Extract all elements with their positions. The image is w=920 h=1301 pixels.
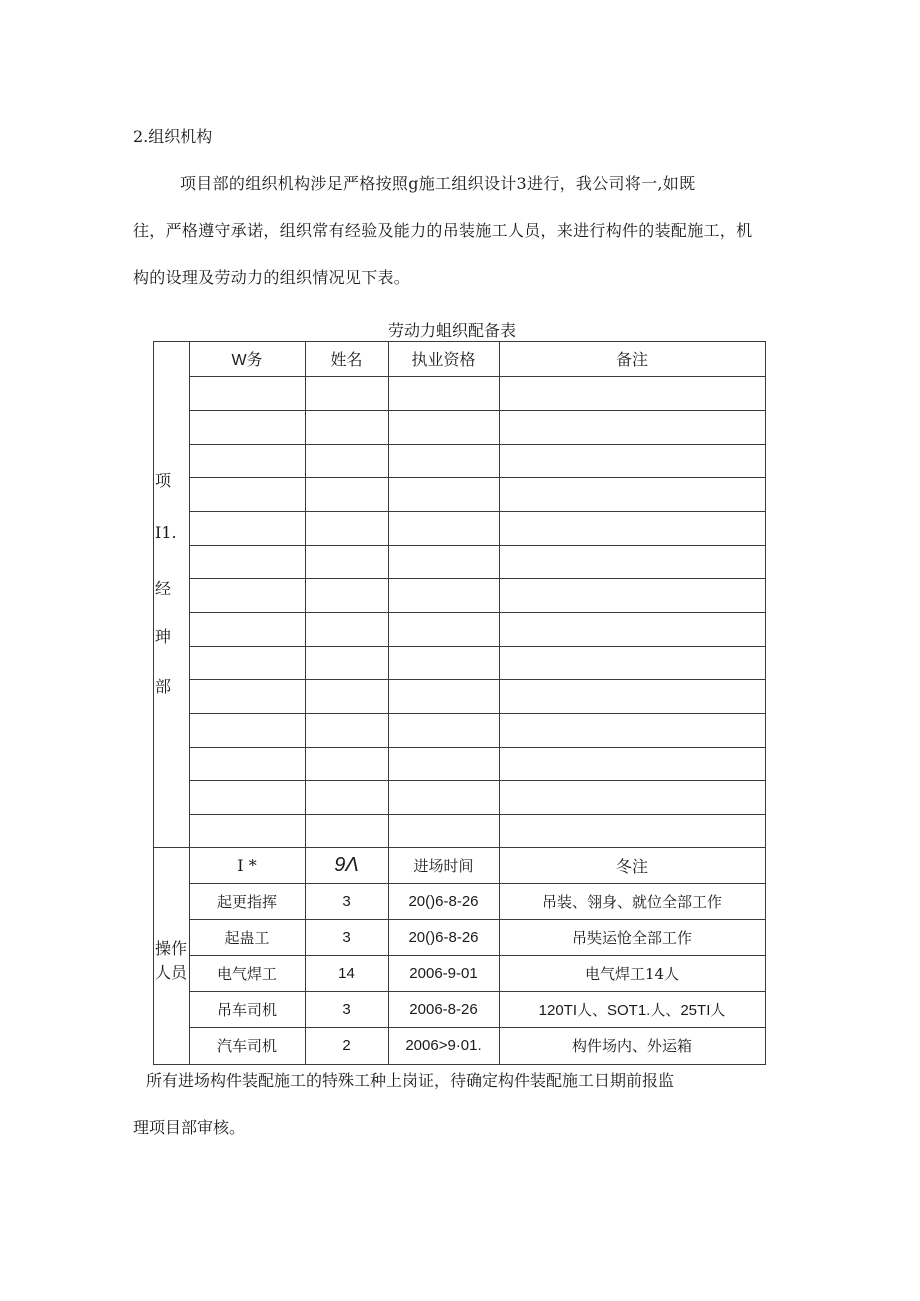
- table-row-note: 吊奘运怆全部工作: [571, 928, 692, 947]
- table-row-count: 2: [342, 1037, 351, 1054]
- table-row-count: 3: [342, 892, 351, 910]
- table-row-count: 3: [342, 1000, 351, 1018]
- table-row-count: 3: [342, 928, 351, 946]
- table-row-note: 吊装、翎身、就位全部工作: [541, 892, 722, 911]
- table-row-note: 构件场内、外运箱: [571, 1037, 692, 1055]
- table-row-note: 120TI人、SOT1.人、25TI人: [538, 1001, 726, 1019]
- footer-line-1: 所有进场构件装配施工的特殊工种上岗证，待确定构件装配施工日期前报监: [146, 1071, 675, 1090]
- management-label-char-1: 项: [155, 471, 172, 490]
- header-name: 姓名: [330, 350, 363, 369]
- table-row-date: 20()6-8-26: [408, 928, 479, 946]
- operators-label-line-1: 操作: [155, 939, 188, 958]
- table-caption: 劳动力蛆织配备表: [388, 321, 517, 340]
- table-row-date: 2006>9·01.: [405, 1037, 482, 1054]
- table-row-date: 2006-8-26: [409, 1000, 478, 1018]
- table-row-trade: 汽车司机: [216, 1037, 277, 1055]
- table-row-note: 电气焊工14人: [584, 964, 680, 983]
- table-row-trade: 电气焊工: [216, 964, 277, 983]
- table-row-trade: 起更指挥: [216, 892, 277, 911]
- header-entry-date: 进场时间: [413, 856, 474, 875]
- table-row-date: 2006-9-01: [409, 964, 478, 982]
- management-label-char-4: 珅: [155, 627, 172, 646]
- footer-line-2: 理项目部审核。: [133, 1118, 246, 1137]
- header-qualification: 执业资格: [411, 352, 476, 369]
- management-label-char-2: I1.: [155, 523, 177, 542]
- intro-line-2: 往，严格遵守承诺，组织常有经验及能力的吊装施工人员，来进行构件的装配施工，机: [133, 221, 753, 240]
- operators-label-line-2: 人员: [155, 963, 188, 982]
- table-row-count: 14: [338, 964, 355, 982]
- header-remarks: 备注: [615, 352, 648, 369]
- management-label-char-5: 部: [155, 677, 172, 696]
- table-row-trade: 吊车司机: [216, 1000, 277, 1019]
- header-notes: 冬注: [615, 858, 648, 876]
- table-row-trade: 起蛊工: [224, 928, 270, 947]
- header-count: 9Λ: [334, 853, 359, 876]
- table-row-date: 20()6-8-26: [408, 892, 479, 910]
- section-heading: 2.组织机构: [133, 127, 213, 146]
- header-trade: I *: [237, 855, 257, 875]
- header-position: W务: [231, 352, 263, 369]
- intro-line-1: 项目部的组织机构涉足严格按照g施工组织设计3进行，我公司将一,如既: [180, 174, 696, 193]
- intro-line-3: 构的设理及劳动力的组织情况见下表。: [133, 268, 411, 287]
- management-label-char-3: 经: [155, 579, 172, 598]
